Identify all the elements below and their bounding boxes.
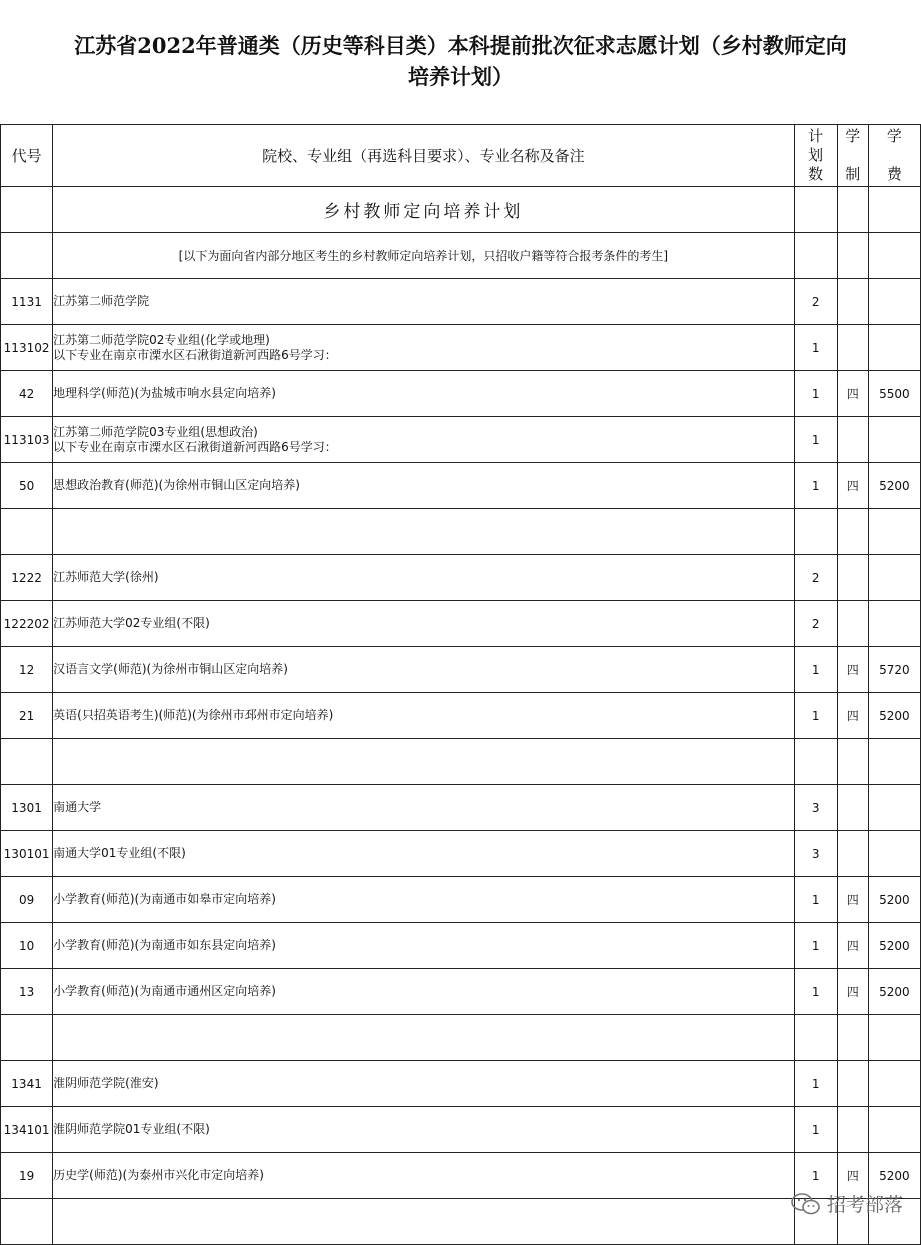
- row-duration: 四: [837, 693, 868, 739]
- row-name: [53, 1061, 794, 1107]
- page-title: [0, 30, 921, 92]
- row-plan-count: 1: [794, 1107, 837, 1153]
- row-plan-count: 1: [794, 463, 837, 509]
- row-code: 50: [1, 463, 53, 509]
- row-name-line: 南通大学01专业组(不限): [53, 846, 186, 860]
- row-tuition: [868, 601, 920, 647]
- row-code: 113103: [1, 417, 53, 463]
- row-name-line: 英语(只招英语考生)(师范)(为徐州市邳州市定向培养): [53, 708, 334, 722]
- row-name: [53, 555, 794, 601]
- header-plan-count: [794, 125, 837, 187]
- row-name: [53, 785, 794, 831]
- row-name: [53, 969, 794, 1015]
- row-plan-count: 1: [794, 417, 837, 463]
- row-name: [53, 1153, 794, 1199]
- header-code: 代号: [1, 125, 53, 187]
- row-name-line: 汉语言文学(师范)(为徐州市铜山区定向培养): [53, 662, 288, 676]
- row-tuition: 5720: [868, 647, 920, 693]
- row-name: [53, 279, 794, 325]
- row-name: [53, 647, 794, 693]
- row-name: [53, 923, 794, 969]
- row-plan-count: 1: [794, 1153, 837, 1199]
- row-tuition: [868, 325, 920, 371]
- row-code: 130101: [1, 831, 53, 877]
- row-plan-count: 1: [794, 923, 837, 969]
- row-name-line: 淮阴师范学院(淮安): [53, 1076, 159, 1090]
- row-tuition: [868, 555, 920, 601]
- row-name: [53, 325, 794, 371]
- row-duration: 四: [837, 877, 868, 923]
- row-code: 12: [1, 647, 53, 693]
- row-name: [53, 831, 794, 877]
- header-name: 院校、专业组（再选科目要求）、专业名称及备注: [53, 125, 794, 187]
- row-code: [1, 1015, 53, 1061]
- row-code: 1341: [1, 1061, 53, 1107]
- row-tuition: [868, 417, 920, 463]
- row-name-line: 南通大学: [53, 800, 102, 814]
- header-plan-count-1: 计: [808, 127, 824, 145]
- row-plan-count: 1: [794, 325, 837, 371]
- table-row: [1, 923, 921, 969]
- header-duration: [837, 125, 868, 187]
- row-name-line: 江苏第二师范学院: [53, 294, 150, 308]
- row-plan-count: 3: [794, 831, 837, 877]
- row-name-line: 小学教育(师范)(为南通市如东县定向培养): [53, 938, 276, 952]
- row-code: 21: [1, 693, 53, 739]
- row-code: 1222: [1, 555, 53, 601]
- row-name: [53, 417, 794, 463]
- section-note: [以下为面向省内部分地区考生的乡村教师定向培养计划，只招收户籍等符合报考条件的考生]: [53, 233, 794, 279]
- row-plan-count: [794, 1015, 837, 1061]
- row-duration: [837, 1107, 868, 1153]
- row-duration: 四: [837, 969, 868, 1015]
- row-tuition: 5200: [868, 923, 920, 969]
- row-tuition: 5200: [868, 463, 920, 509]
- row-name-line: 小学教育(师范)(为南通市如皋市定向培养): [53, 892, 276, 906]
- header-tuition: [868, 125, 920, 187]
- table-row: [1, 509, 921, 555]
- row-duration: [837, 509, 868, 555]
- section-title-row: [1, 187, 921, 233]
- row-name-line: 江苏师范大学02专业组(不限): [53, 616, 210, 630]
- table-row: [1, 279, 921, 325]
- table-row: [1, 325, 921, 371]
- row-name: [53, 371, 794, 417]
- row-name: [53, 693, 794, 739]
- row-name-line: 思想政治教育(师范)(为徐州市铜山区定向培养): [53, 478, 300, 492]
- row-name-line: 小学教育(师范)(为南通市通州区定向培养): [53, 984, 276, 998]
- row-code: 113102: [1, 325, 53, 371]
- row-name: [53, 601, 794, 647]
- row-duration: 四: [837, 371, 868, 417]
- row-code: 09: [1, 877, 53, 923]
- plan-table: [0, 124, 921, 1245]
- row-plan-count: 2: [794, 279, 837, 325]
- row-tuition: 5200: [868, 1153, 920, 1199]
- row-duration: [837, 831, 868, 877]
- row-code: 19: [1, 1153, 53, 1199]
- row-duration: [837, 279, 868, 325]
- header-plan-count-3: 数: [808, 165, 824, 183]
- row-duration: [837, 739, 868, 785]
- table-row: [1, 969, 921, 1015]
- row-name-line: 江苏第二师范学院02专业组(化学或地理): [53, 332, 270, 347]
- row-duration: [837, 555, 868, 601]
- row-tuition: [868, 1061, 920, 1107]
- row-duration: [837, 1061, 868, 1107]
- table-header-row: [1, 125, 921, 187]
- row-plan-count: 1: [794, 647, 837, 693]
- table-row: [1, 555, 921, 601]
- row-name: [53, 463, 794, 509]
- row-name-line: 江苏师范大学(徐州): [53, 570, 159, 584]
- row-tuition: 5200: [868, 693, 920, 739]
- row-duration: [837, 1015, 868, 1061]
- row-code: 134101: [1, 1107, 53, 1153]
- header-duration-2: 制: [845, 165, 861, 183]
- row-code: 42: [1, 371, 53, 417]
- title-line-2: 培养计划）: [408, 64, 513, 89]
- table-row: [1, 739, 921, 785]
- row-duration: [837, 785, 868, 831]
- section-note-row: [1, 233, 921, 279]
- row-duration: [837, 601, 868, 647]
- row-name: [53, 877, 794, 923]
- header-duration-1: 学: [845, 127, 861, 145]
- title-line-1: 江苏省2022年普通类（历史等科目类）本科提前批次征求志愿计划（乡村教师定向: [74, 33, 847, 58]
- row-tuition: [868, 739, 920, 785]
- table-row: [1, 1199, 921, 1245]
- watermark: [791, 1190, 903, 1217]
- table-row: [1, 1061, 921, 1107]
- row-tuition: [868, 785, 920, 831]
- row-code: 10: [1, 923, 53, 969]
- row-code: 13: [1, 969, 53, 1015]
- table-row: [1, 417, 921, 463]
- row-plan-count: 1: [794, 877, 837, 923]
- row-code: 122202: [1, 601, 53, 647]
- row-name: [53, 1107, 794, 1153]
- row-duration: 四: [837, 923, 868, 969]
- header-tuition-2: 费: [886, 165, 902, 183]
- section-title: 乡村教师定向培养计划: [53, 187, 794, 233]
- row-name: [53, 509, 794, 555]
- row-plan-count: 1: [794, 371, 837, 417]
- row-tuition: 5200: [868, 877, 920, 923]
- row-plan-count: 2: [794, 555, 837, 601]
- row-tuition: 5500: [868, 371, 920, 417]
- row-name-line: 淮阴师范学院01专业组(不限): [53, 1122, 210, 1136]
- table-row: [1, 1153, 921, 1199]
- wechat-icon: [791, 1193, 821, 1215]
- row-plan-count: [794, 509, 837, 555]
- row-name-note: 以下专业在南京市溧水区石湫街道新河西路6号学习：: [53, 439, 337, 454]
- row-code: 1301: [1, 785, 53, 831]
- table-row: [1, 831, 921, 877]
- table-row: [1, 1107, 921, 1153]
- row-duration: 四: [837, 463, 868, 509]
- row-tuition: [868, 1015, 920, 1061]
- row-plan-count: 3: [794, 785, 837, 831]
- row-name-line: 地理科学(师范)(为盐城市响水县定向培养): [53, 386, 276, 400]
- table-row: [1, 1015, 921, 1061]
- header-tuition-1: 学: [886, 127, 902, 145]
- table-row: [1, 601, 921, 647]
- row-name: [53, 1199, 794, 1245]
- row-name-line: 江苏第二师范学院03专业组(思想政治): [53, 424, 258, 439]
- row-code: [1, 739, 53, 785]
- row-tuition: [868, 509, 920, 555]
- table-row: [1, 647, 921, 693]
- row-tuition: [868, 279, 920, 325]
- row-plan-count: [794, 739, 837, 785]
- row-name-line: 历史学(师范)(为泰州市兴化市定向培养): [53, 1168, 264, 1182]
- row-tuition: [868, 831, 920, 877]
- row-name-note: 以下专业在南京市溧水区石湫街道新河西路6号学习：: [53, 347, 337, 362]
- row-plan-count: 1: [794, 969, 837, 1015]
- row-code: [1, 509, 53, 555]
- row-tuition: 5200: [868, 969, 920, 1015]
- table-row: [1, 463, 921, 509]
- row-plan-count: 2: [794, 601, 837, 647]
- watermark-text: 招考部落: [826, 1194, 903, 1216]
- table-row: [1, 693, 921, 739]
- row-duration: [837, 417, 868, 463]
- header-plan-count-2: 划: [808, 146, 824, 164]
- row-plan-count: 1: [794, 693, 837, 739]
- row-duration: [837, 325, 868, 371]
- table-row: [1, 877, 921, 923]
- table-row: [1, 785, 921, 831]
- row-code: [1, 1199, 53, 1245]
- row-name: [53, 739, 794, 785]
- row-code: 1131: [1, 279, 53, 325]
- table-row: [1, 371, 921, 417]
- row-duration: 四: [837, 647, 868, 693]
- row-name: [53, 1015, 794, 1061]
- row-plan-count: 1: [794, 1061, 837, 1107]
- row-tuition: [868, 1107, 920, 1153]
- row-duration: 四: [837, 1153, 868, 1199]
